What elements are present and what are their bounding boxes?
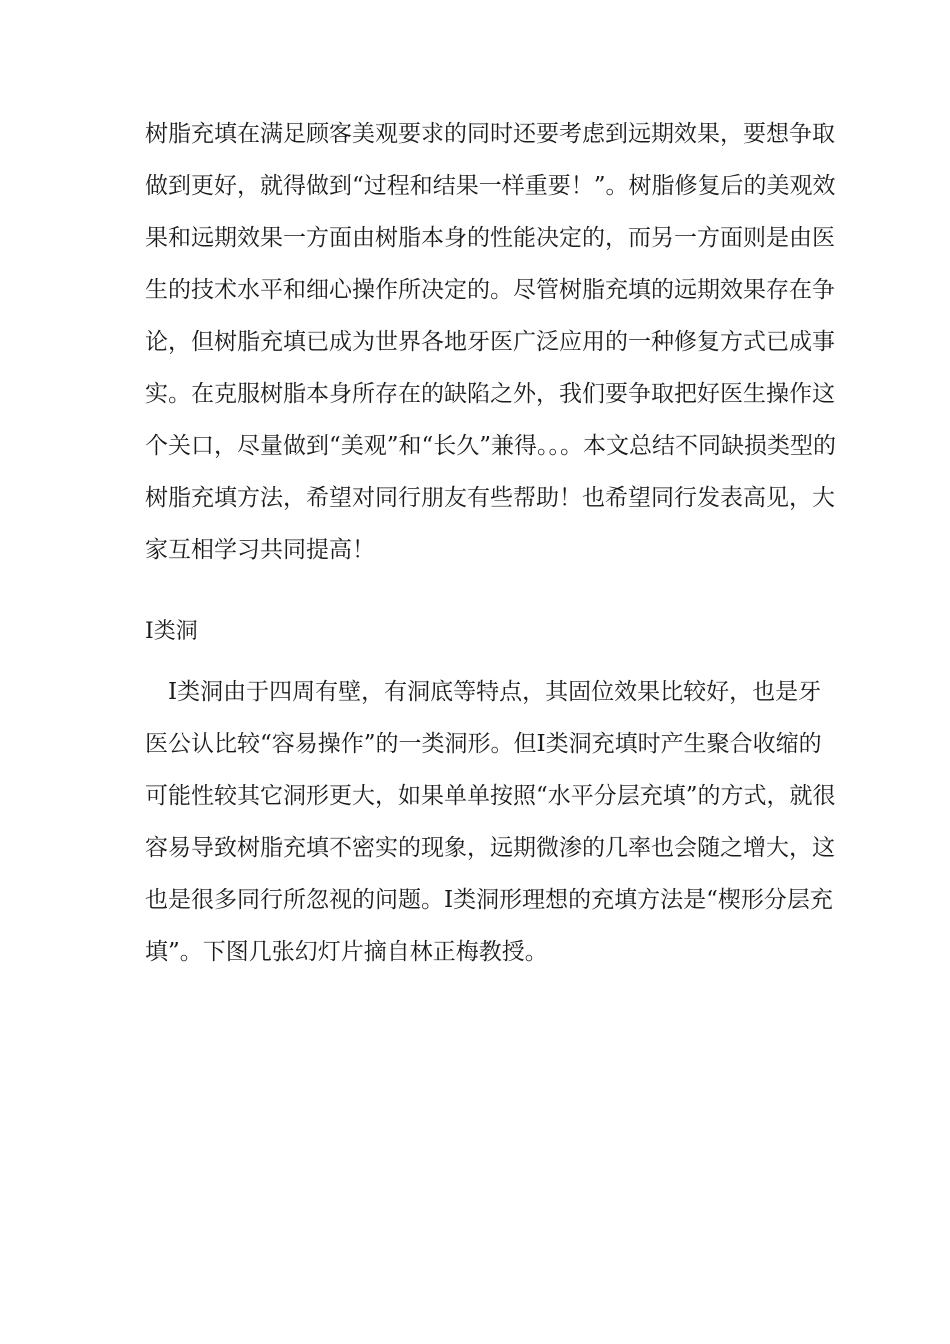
paragraph-line: 实。在克服树脂本身所存在的缺陷之外，我们要争取把好医生操作这	[145, 381, 835, 407]
section-paragraph	[145, 666, 836, 978]
intro-paragraph	[145, 108, 837, 576]
paragraph-line: 填”。下图几张幻灯片摘自林正梅教授。	[145, 939, 548, 965]
paragraph-line: 可能性较其它洞形更大，如果单单按照“水平分层充填”的方式，就很	[145, 783, 836, 809]
paragraph-line: 果和远期效果一方面由树脂本身的性能决定的，而另一方面则是由医	[145, 225, 835, 251]
section-heading: Ⅰ类洞	[145, 619, 198, 644]
paragraph-line: 个关口，尽量做到“美观”和“长久”兼得。。。本文总结不同缺损类型的	[145, 433, 837, 459]
paragraph-line: 做到更好，就得做到“过程和结果一样重要！”。树脂修复后的美观效	[145, 173, 836, 199]
paragraph-line: 生的技术水平和细心操作所决定的。尽管树脂充填的远期效果存在争	[145, 277, 835, 303]
paragraph-line: 树脂充填方法，希望对同行朋友有些帮助！也希望同行发表高见，大	[145, 485, 835, 511]
paragraph-line: 也是很多同行所忽视的问题。Ⅰ类洞形理想的充填方法是“楔形分层充	[145, 887, 833, 913]
paragraph-line: 家互相学习共同提高！	[145, 537, 375, 563]
paragraph-line: Ⅰ类洞由于四周有壁，有洞底等特点，其固位效果比较好，也是牙	[145, 679, 822, 705]
paragraph-line: 容易导致树脂充填不密实的现象，远期微渗的几率也会随之增大，这	[145, 835, 835, 861]
paragraph-line: 医公认比较“容易操作”的一类洞形。但Ⅰ类洞充填时产生聚合收缩的	[145, 731, 822, 757]
paragraph-line: 树脂充填在满足顾客美观要求的同时还要考虑到远期效果，要想争取	[145, 121, 835, 147]
paragraph-line: 论，但树脂充填已成为世界各地牙医广泛应用的一种修复方式已成事	[145, 329, 835, 355]
